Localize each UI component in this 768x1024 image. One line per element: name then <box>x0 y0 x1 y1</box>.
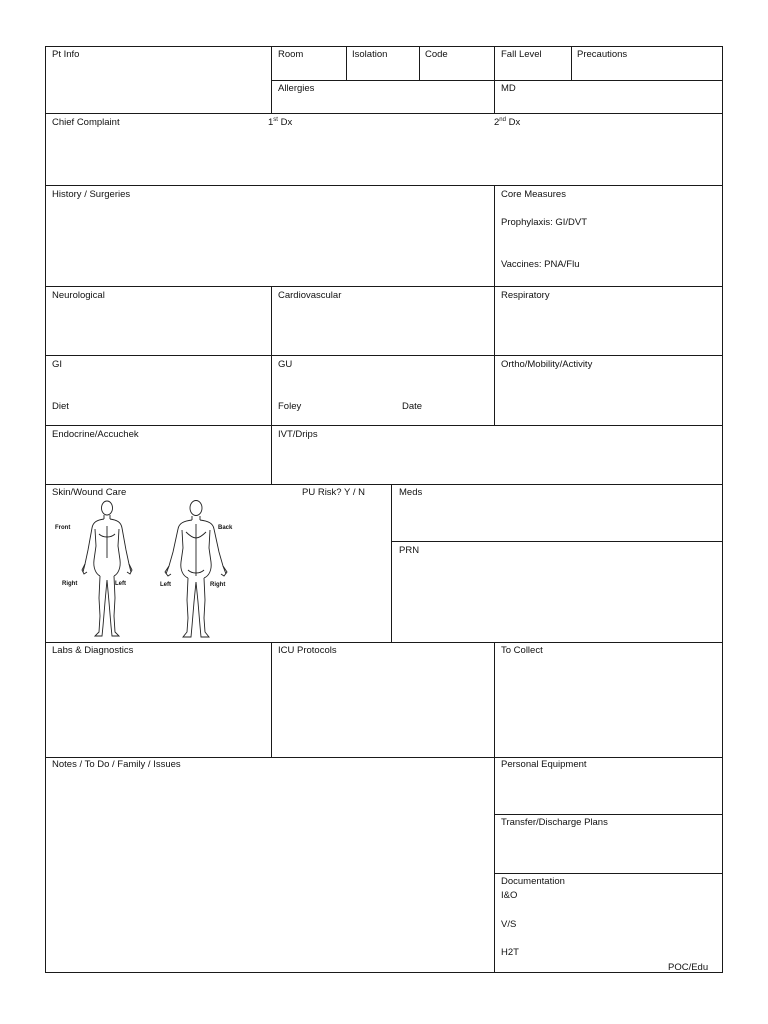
poc-edu-field[interactable]: POC/Edu <box>668 962 709 973</box>
isolation-field[interactable]: Isolation <box>352 49 388 60</box>
io-field[interactable]: I&O <box>501 890 518 901</box>
pt-info-field[interactable]: Pt Info <box>52 49 80 60</box>
personal-equipment-field[interactable]: Personal Equipment <box>501 759 587 770</box>
pu-risk-field[interactable]: PU Risk? Y / N <box>302 487 366 498</box>
endocrine-field[interactable]: Endocrine/Accuchek <box>52 429 139 440</box>
ortho-mobility-field[interactable]: Ortho/Mobility/Activity <box>501 359 593 370</box>
front-label: Front <box>55 525 71 531</box>
prn-field[interactable]: PRN <box>399 545 420 556</box>
diet-field[interactable]: Diet <box>52 401 69 412</box>
chief-complaint-field[interactable]: Chief Complaint <box>52 117 120 128</box>
vaccines-field[interactable]: Vaccines: PNA/Flu <box>501 259 580 270</box>
to-collect-field[interactable]: To Collect <box>501 645 543 656</box>
cardiovascular-field[interactable]: Cardiovascular <box>278 290 342 301</box>
h2t-field[interactable]: H2T <box>501 947 519 958</box>
history-surgeries-field[interactable]: History / Surgeries <box>52 189 131 200</box>
back-left-label: Left <box>160 582 171 588</box>
fall-level-field[interactable]: Fall Level <box>501 49 542 60</box>
documentation-label: Documentation <box>501 876 565 887</box>
vs-field[interactable]: V/S <box>501 919 517 930</box>
meds-field[interactable]: Meds <box>399 487 423 498</box>
foley-field[interactable]: Foley <box>278 401 302 412</box>
gu-field[interactable]: GU <box>278 359 293 370</box>
foley-date-field[interactable]: Date <box>402 401 423 412</box>
icu-protocols-field[interactable]: ICU Protocols <box>278 645 337 656</box>
back-label: Back <box>218 525 233 531</box>
core-measures-label: Core Measures <box>501 189 566 200</box>
allergies-field[interactable]: Allergies <box>278 83 315 94</box>
labs-diagnostics-field[interactable]: Labs & Diagnostics <box>52 645 134 656</box>
body-front-figure <box>80 498 134 640</box>
skin-wound-care-field[interactable]: Skin/Wound Care <box>52 487 127 498</box>
md-field[interactable]: MD <box>501 83 516 94</box>
neurological-field[interactable]: Neurological <box>52 290 105 301</box>
code-field[interactable]: Code <box>425 49 448 60</box>
back-right-label: Right <box>210 582 226 588</box>
precautions-field[interactable]: Precautions <box>577 49 628 60</box>
first-dx-field[interactable]: 1st Dx <box>268 117 293 128</box>
transfer-discharge-field[interactable]: Transfer/Discharge Plans <box>501 817 608 828</box>
room-field[interactable]: Room <box>278 49 304 60</box>
respiratory-field[interactable]: Respiratory <box>501 290 550 301</box>
body-back-figure <box>160 498 232 640</box>
gi-field[interactable]: GI <box>52 359 63 370</box>
ivt-drips-field[interactable]: IVT/Drips <box>278 429 318 440</box>
notes-field[interactable]: Notes / To Do / Family / Issues <box>52 759 181 770</box>
front-left-label: Left <box>115 581 126 587</box>
prophylaxis-field[interactable]: Prophylaxis: GI/DVT <box>501 217 588 228</box>
front-right-label: Right <box>62 581 78 587</box>
second-dx-field[interactable]: 2nd Dx <box>494 117 521 128</box>
